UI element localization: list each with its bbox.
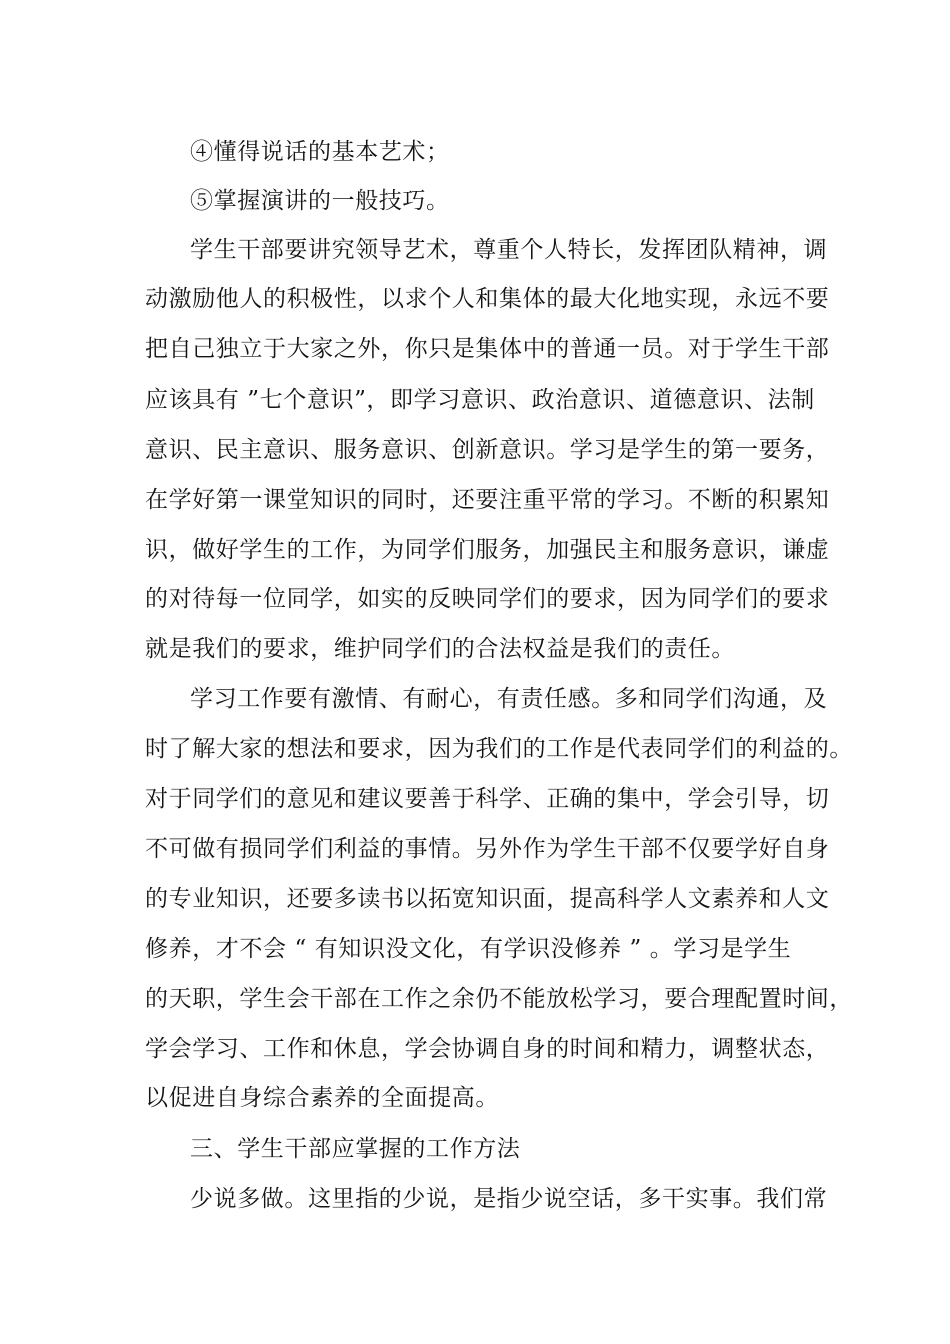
paragraph-line: 少说多做。这里指的少说，是指少说空话，多干实事。我们常 bbox=[190, 1186, 828, 1212]
paragraph-line: 把自己独立于大家之外，你只是集体中的普通一员。对于学生干部 bbox=[145, 336, 830, 362]
paragraph-line: 识，做好学生的工作，为同学们服务，加强民主和服务意识，谦虚 bbox=[145, 537, 830, 563]
paragraph-line: 学会学习、工作和休息，学会协调自身的时间和精力，调整状态， bbox=[145, 1036, 830, 1062]
paragraph-line: 不可做有损同学们利益的事情。另外作为学生干部不仅要学好自身 bbox=[145, 836, 830, 862]
paragraph-line: 的专业知识，还要多读书以拓宽知识面，提高科学人文素养和人文 bbox=[145, 886, 830, 912]
list-item-5: ⑤掌握演讲的一般技巧。 bbox=[190, 188, 450, 214]
paragraph-line: 的天职，学生会干部在工作之余仍不能放松学习，要合理配置时间， bbox=[145, 986, 853, 1012]
paragraph-line: 修养，才不会 “ 有知识没文化，有学识没修养 ” 。学习是学生 bbox=[145, 936, 792, 962]
paragraph-line: 应该具有 ”七个意识”，即学习意识、政治意识、道德意识、法制 bbox=[145, 387, 815, 413]
paragraph-line: 就是我们的要求，维护同学们的合法权益是我们的责任。 bbox=[145, 636, 735, 662]
paragraph-line: 动激励他人的积极性，以求个人和集体的最大化地实现，永远不要 bbox=[145, 286, 830, 312]
paragraph-line: 在学好第一课堂知识的同时，还要注重平常的学习。不断的积累知 bbox=[145, 487, 830, 513]
paragraph-line: 时了解大家的想法和要求，因为我们的工作是代表同学们的利益的。 bbox=[145, 736, 853, 762]
paragraph-line: 学生干部要讲究领导艺术，尊重个人特长，发挥团队精神，调 bbox=[190, 237, 828, 263]
list-item-4: ④懂得说话的基本艺术； bbox=[190, 139, 450, 165]
paragraph-line: 的对待每一位同学，如实的反映同学们的要求，因为同学们的要求 bbox=[145, 586, 830, 612]
paragraph-line: 意识、民主意识、服务意识、创新意识。学习是学生的第一要务， bbox=[145, 437, 830, 463]
paragraph-line: 以促进自身综合素养的全面提高。 bbox=[145, 1085, 499, 1111]
paragraph-line: 对于同学们的意见和建议要善于科学、正确的集中，学会引导，切 bbox=[145, 786, 830, 812]
paragraph-line: 学习工作要有激情、有耐心，有责任感。多和同学们沟通，及 bbox=[190, 686, 828, 712]
section-heading: 三、学生干部应掌握的工作方法 bbox=[190, 1136, 521, 1162]
